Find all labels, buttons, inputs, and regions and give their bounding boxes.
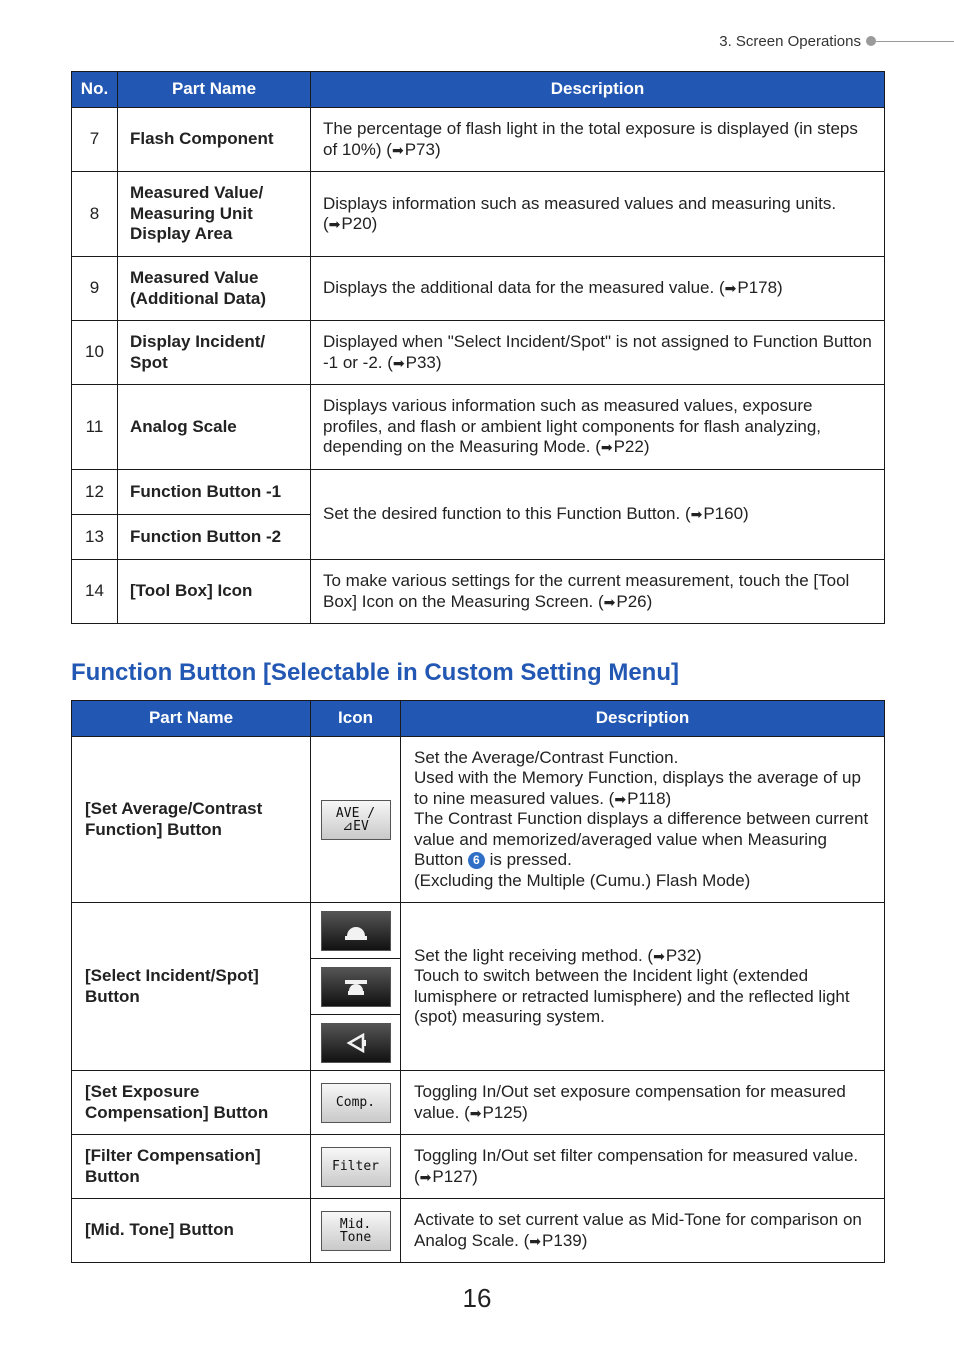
part-description: Toggling In/Out set filter compensation for measured value. (➡P127) (401, 1135, 885, 1199)
part-name: Measured Value (Additional Data) (118, 257, 311, 321)
part-description: Set the Average/Contrast Function. Used with the Memory Function, displays the average of up to nine measured values. (➡P118) The Contrast Function displays a difference between current value and memorized/averaged value when Measuring Button 6 is pressed. (Excluding the Multiple (Cumu.) Flash Mode) (401, 737, 885, 903)
table-row (72, 560, 885, 624)
dome-icon (321, 911, 391, 951)
column-header: Part Name (72, 701, 311, 737)
part-name: [Tool Box] Icon (118, 560, 311, 624)
part-description: Displays information such as measured values and measuring units. (➡P20) (311, 172, 885, 257)
part-name: Measured Value/ Measuring Unit Display Area (118, 172, 311, 257)
table-row (72, 321, 885, 385)
column-header: No. (72, 72, 118, 108)
table-row (72, 257, 885, 321)
row-number: 8 (72, 172, 118, 257)
table-row (72, 172, 885, 257)
row-number: 10 (72, 321, 118, 385)
part-description: To make various settings for the current measurement, touch the [Tool Box] Icon on the Measuring Screen. (➡P26) (311, 560, 885, 624)
row-number: 12 (72, 470, 118, 515)
part-description: Activate to set current value as Mid-Tone for comparison on Analog Scale. (➡P139) (401, 1199, 885, 1263)
running-head-text: 3. Screen Operations (719, 32, 861, 50)
column-header: Description (311, 72, 885, 108)
part-description: Set the light receiving method. (➡P32) Touch to switch between the Incident light (extended lumisphere or retracted lumisphere) and the reflected light (spot) measuring system. (401, 903, 885, 1071)
arrow-right-icon: ➡ (614, 790, 627, 807)
arrow-right-icon: ➡ (690, 506, 703, 523)
comp-icon: Comp. (321, 1083, 391, 1123)
part-name: [Select Incident/Spot] Button (72, 903, 311, 1071)
row-number: 14 (72, 560, 118, 624)
part-description: The percentage of flash light in the total exposure is displayed (in steps of 10%) (➡P73) (311, 108, 885, 172)
table-row (72, 737, 885, 903)
average-contrast-icon: AVE / ⊿EV (321, 800, 391, 840)
page-number: 16 (462, 1283, 492, 1313)
row-number: 13 (72, 515, 118, 560)
parts-table (71, 71, 885, 624)
running-head (719, 31, 954, 51)
part-description: Toggling In/Out set exposure compensation for measured value. (➡P125) (401, 1071, 885, 1135)
part-name: [Set Exposure Compensation] Button (72, 1071, 311, 1135)
row-number: 9 (72, 257, 118, 321)
part-description: Displays various information such as measured values, exposure profiles, and flash or ambient light components for flash analyzing, depending on the Measuring Mode. (➡P22) (311, 385, 885, 470)
table-row (72, 385, 885, 470)
part-name: [Filter Compensation] Button (72, 1135, 311, 1199)
arrow-right-icon: ➡ (391, 141, 404, 158)
table-row (72, 903, 885, 1071)
filter-icon: Filter (321, 1147, 391, 1187)
part-name: Function Button -2 (118, 515, 311, 560)
part-description: Displayed when "Select Incident/Spot" is not assigned to Function Button -1 or -2. (➡P33) (311, 321, 885, 385)
part-name: Display Incident/ Spot (118, 321, 311, 385)
part-name: Analog Scale (118, 385, 311, 470)
flat-dome-icon (321, 967, 391, 1007)
table-header-row (72, 72, 885, 108)
table-row (72, 1071, 885, 1135)
section-title: Function Button [Selectable in Custom Setting Menu] (71, 659, 679, 686)
icon-cell (311, 1071, 401, 1135)
part-name: [Mid. Tone] Button (72, 1199, 311, 1263)
arrow-right-icon: ➡ (600, 439, 613, 456)
arrow-right-icon: ➡ (603, 593, 616, 610)
arrow-right-icon: ➡ (653, 947, 665, 964)
arrow-right-icon: ➡ (724, 280, 737, 297)
row-number: 11 (72, 385, 118, 470)
part-name: Function Button -1 (118, 470, 311, 515)
part-description: Displays the additional data for the measured value. (➡P178) (311, 257, 885, 321)
row-number: 7 (72, 108, 118, 172)
arrow-right-icon: ➡ (529, 1232, 542, 1249)
header-rule (876, 41, 954, 42)
column-header: Part Name (118, 72, 311, 108)
arrow-right-icon: ➡ (392, 354, 405, 371)
function-button-table (71, 700, 885, 1263)
column-header: Description (401, 701, 885, 737)
table-row (72, 1135, 885, 1199)
mid-tone-icon: Mid. Tone (321, 1211, 391, 1251)
part-name: [Set Average/Contrast Function] Button (72, 737, 311, 903)
part-description: Set the desired function to this Function Button. (➡P160) (311, 470, 885, 560)
icon-cell (311, 903, 401, 1071)
spot-icon (321, 1023, 391, 1063)
measuring-button-badge: 6 (468, 852, 485, 869)
arrow-right-icon: ➡ (469, 1104, 482, 1121)
bullet-dot-icon (866, 36, 876, 46)
table-row (72, 108, 885, 172)
column-header: Icon (311, 701, 401, 737)
icon-cell (311, 1135, 401, 1199)
icon-cell (311, 1199, 401, 1263)
table-row (72, 470, 885, 515)
arrow-right-icon: ➡ (328, 216, 341, 232)
part-name: Flash Component (118, 108, 311, 172)
table-row (72, 1199, 885, 1263)
icon-cell (311, 737, 401, 903)
table-header-row (72, 701, 885, 737)
arrow-right-icon: ➡ (419, 1168, 432, 1185)
